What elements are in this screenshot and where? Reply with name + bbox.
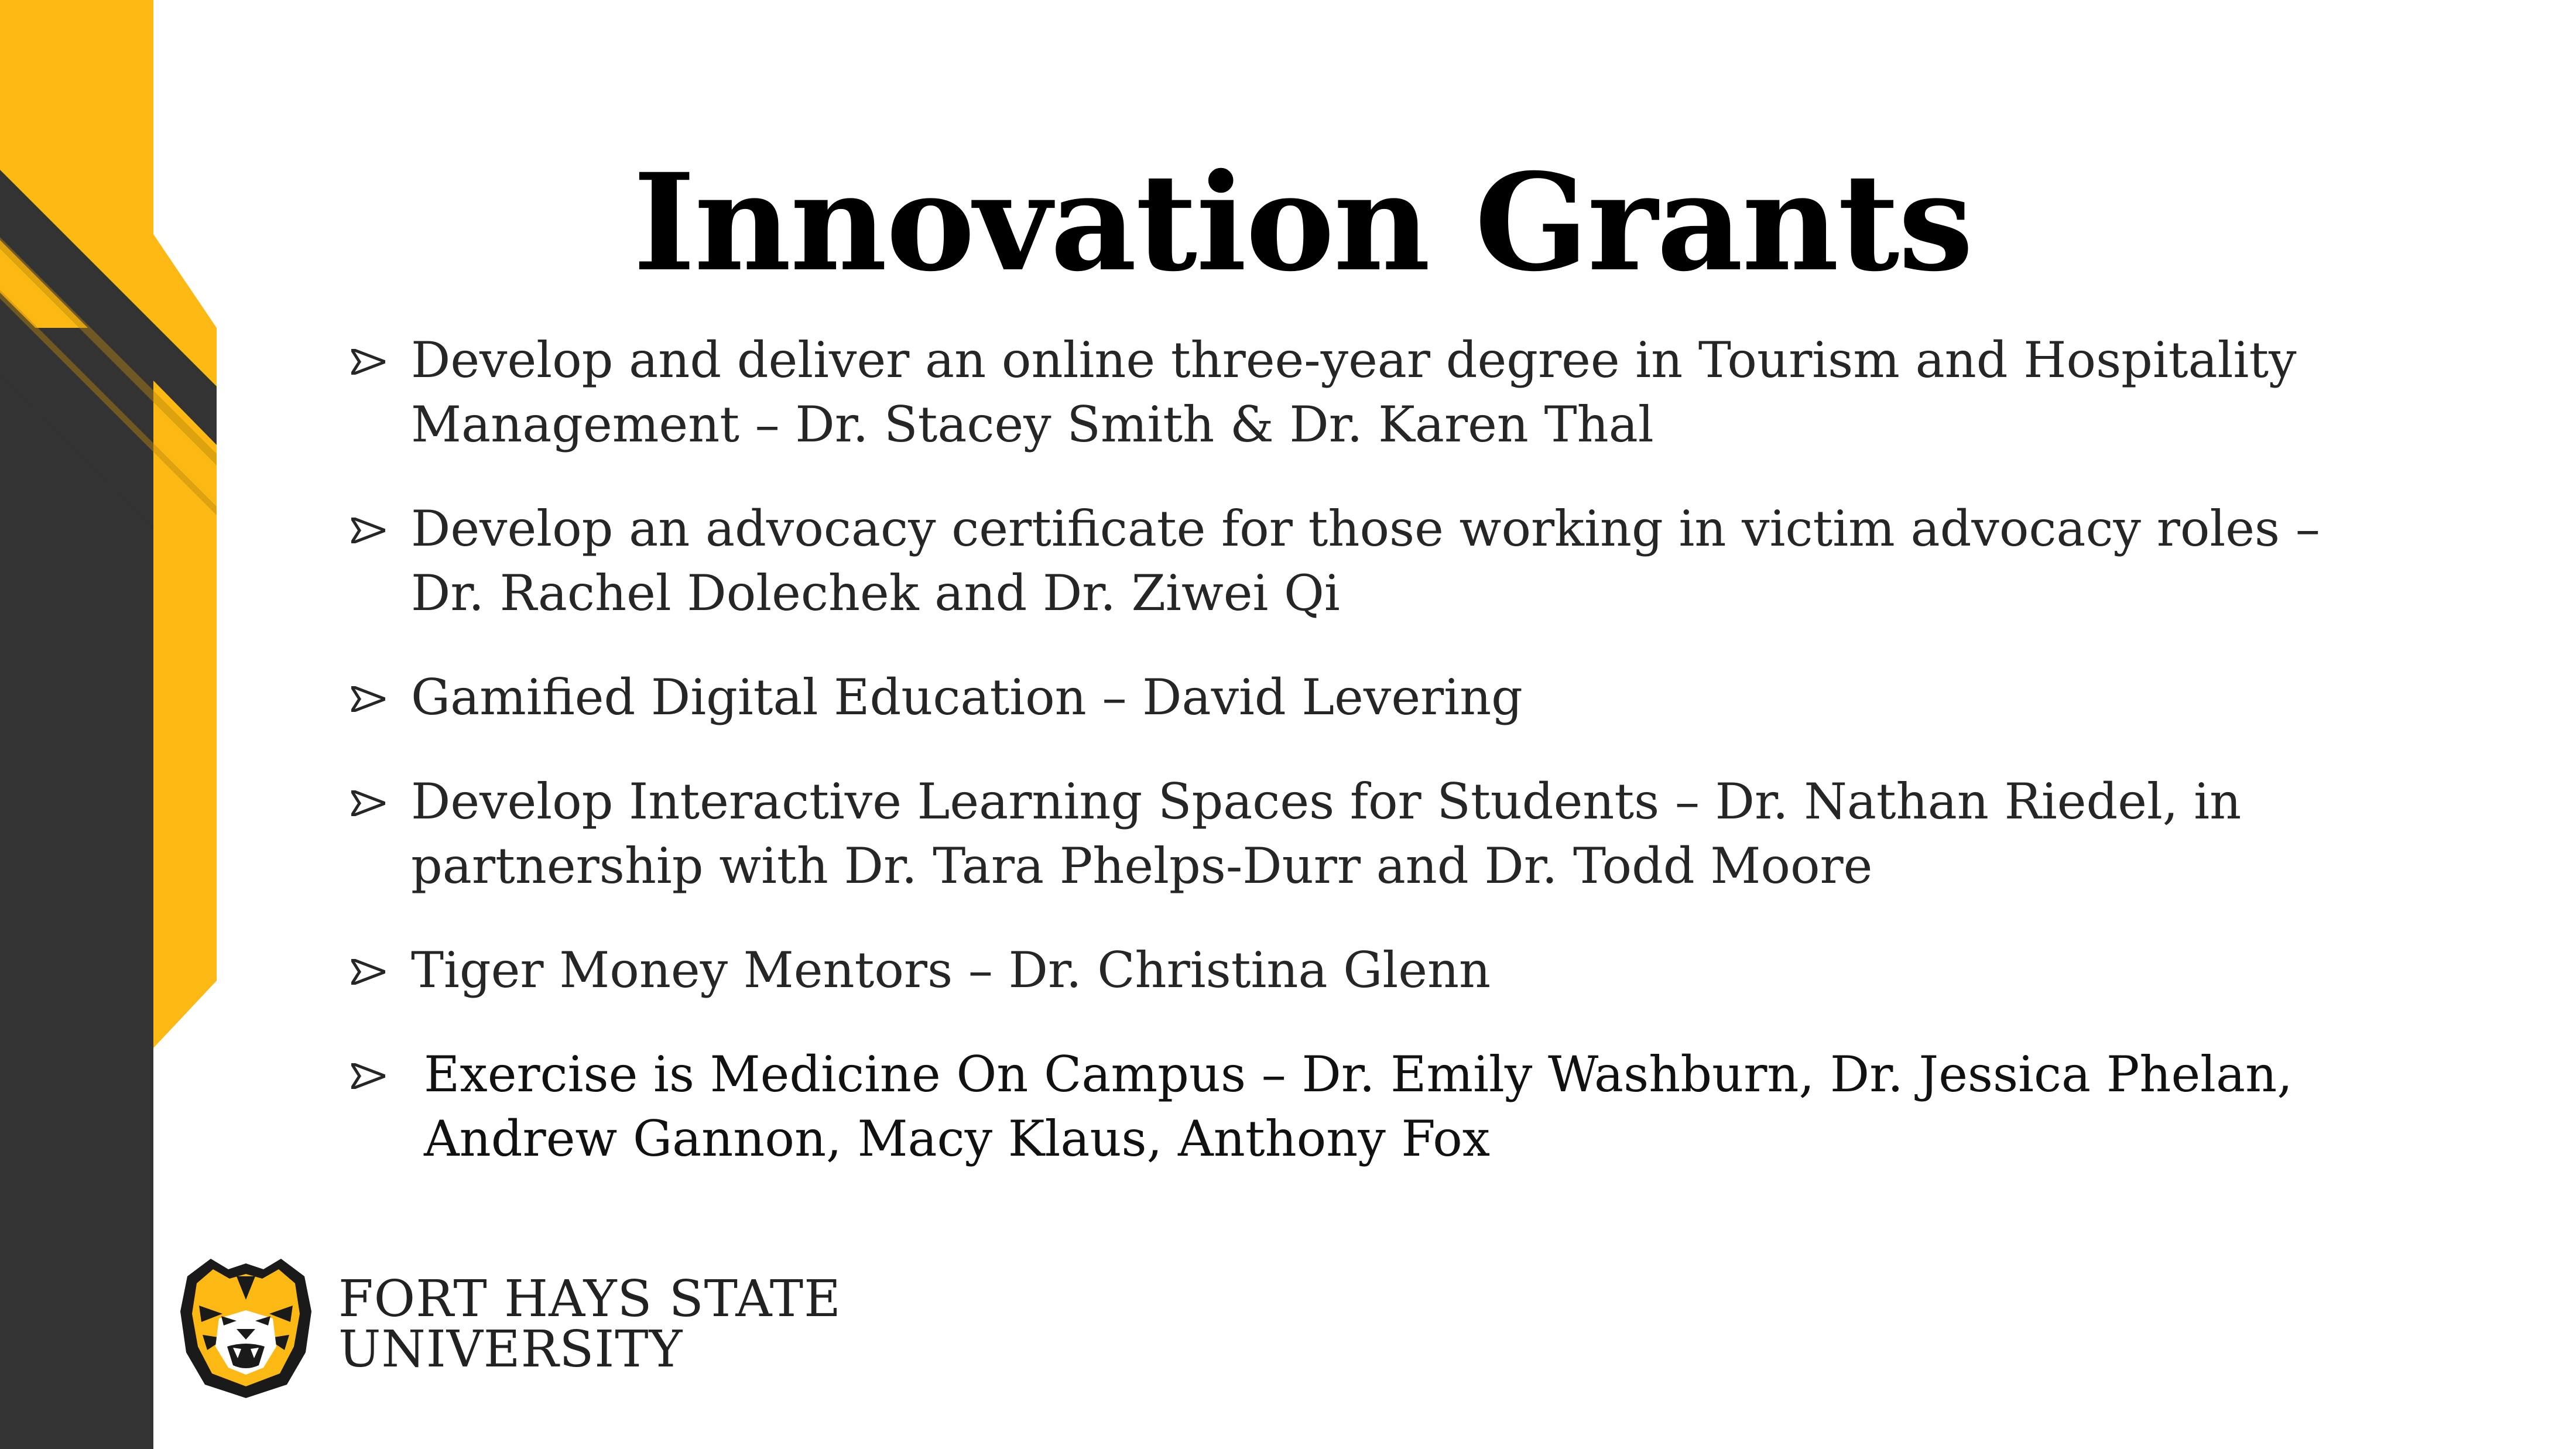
arrowhead-bullet-icon xyxy=(351,686,385,712)
list-item xyxy=(351,665,2400,729)
arrowhead-bullet-icon xyxy=(351,349,385,375)
side-decoration xyxy=(0,0,217,1449)
list-item-text: Develop Interactive Learning Spaces for Students – Dr. Nathan Riedel, in partnership with Dr. Tara Phelps-Durr and Dr. Todd Moore xyxy=(411,773,2242,895)
list-item-text: Develop and deliver an online three-year degree in Tourism and Hospitality Management – Dr. Stacey Smith & Dr. Karen Thal xyxy=(411,331,2297,453)
university-name-line2: UNIVERSITY xyxy=(338,1320,683,1379)
arrowhead-bullet-icon xyxy=(351,790,385,816)
university-name-line1: FORT HAYS STATE xyxy=(338,1270,841,1328)
list-item-text: Gamified Digital Education – David Levering xyxy=(411,669,1523,726)
list-item-text: Tiger Money Mentors – Dr. Christina Glenn xyxy=(411,941,1491,999)
university-logo xyxy=(176,1253,849,1405)
list-item-text: Exercise is Medicine On Campus – Dr. Emily Washburn, Dr. Jessica Phelan, Andrew Gannon, Macy Klaus, Anthony Fox xyxy=(424,1046,2293,1167)
arrowhead-bullet-icon xyxy=(351,959,385,985)
grant-list xyxy=(351,328,2400,1211)
arrowhead-bullet-icon xyxy=(351,518,385,543)
list-item xyxy=(351,328,2400,457)
university-name xyxy=(338,1270,841,1379)
list-item xyxy=(351,496,2400,625)
slide-title: Innovation Grants xyxy=(633,144,1972,301)
list-item xyxy=(351,1042,2400,1171)
list-item xyxy=(351,769,2400,898)
list-item xyxy=(351,938,2400,1002)
tiger-head-icon xyxy=(176,1253,316,1399)
list-item-text: Develop an advocacy certificate for those working in victim advocacy roles – Dr. Rachel Dolechek and Dr. Ziwei Qi xyxy=(411,500,2320,622)
arrowhead-bullet-icon xyxy=(351,1063,385,1089)
